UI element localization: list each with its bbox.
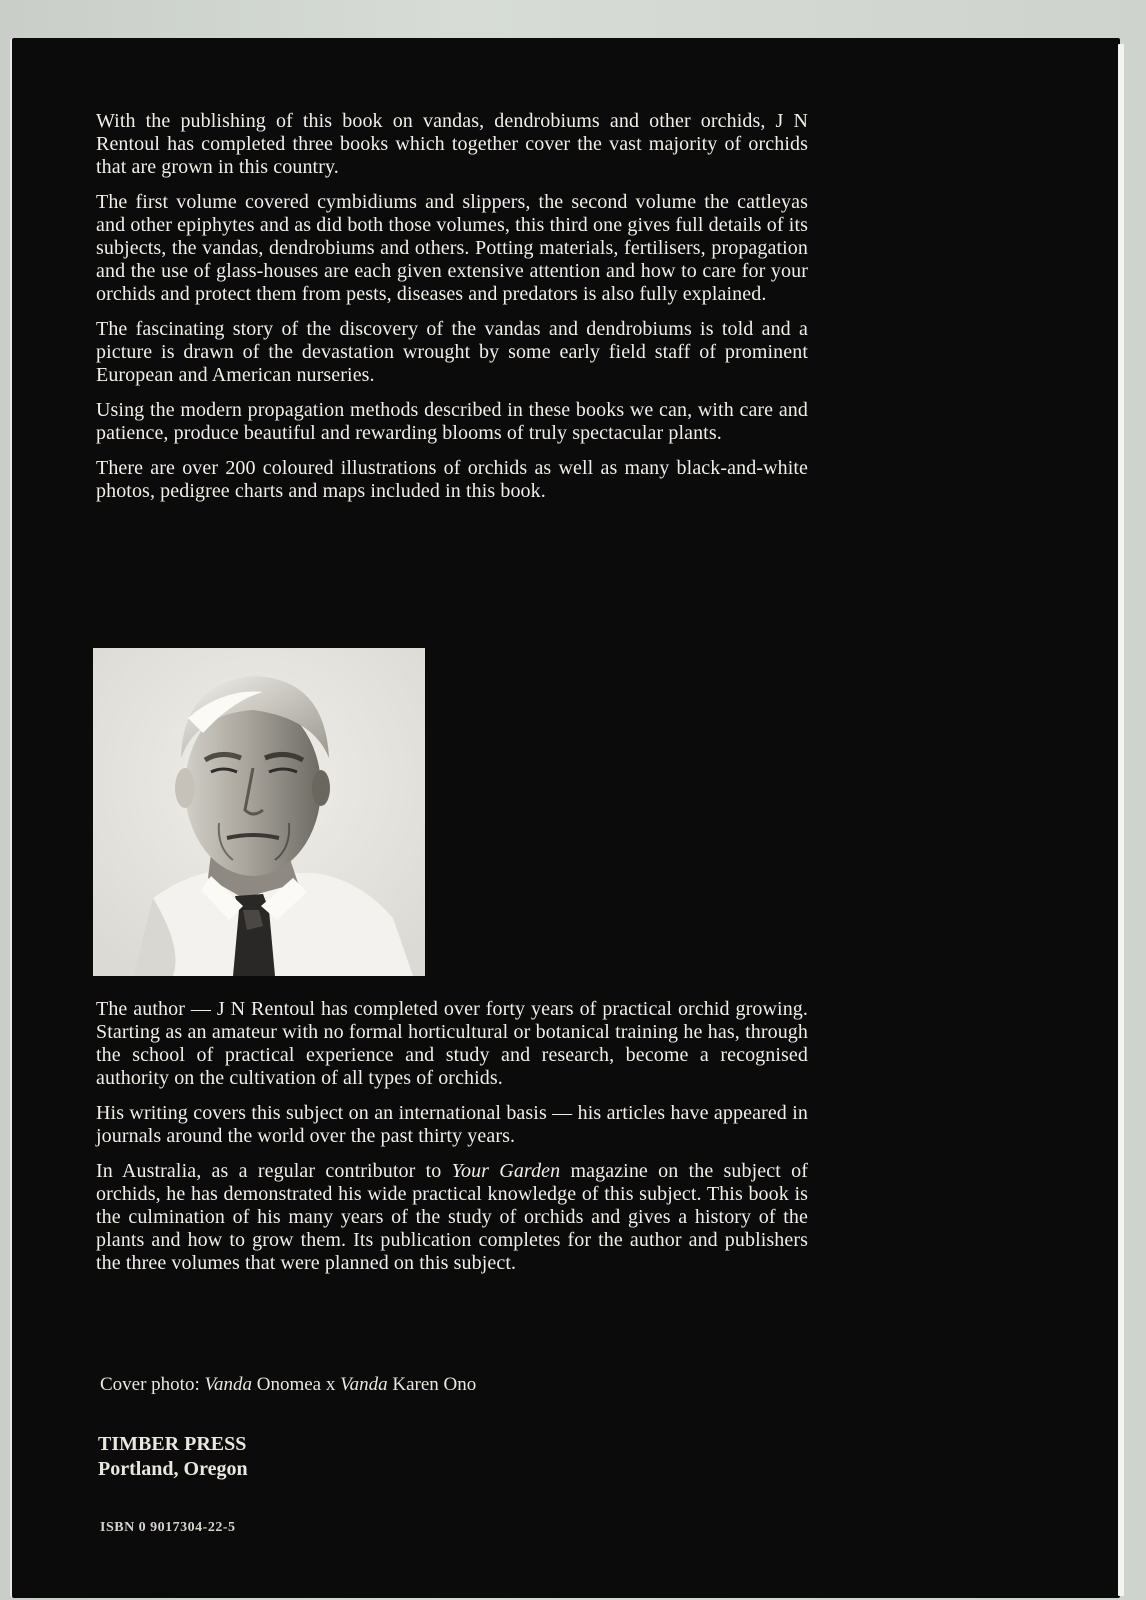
author-paragraph-1: The author — J N Rentoul has completed over forty years of practical orchid growing. Starting as an amateur with no formal horticultural or botanical training he has, through the school of practical experience and study and research, become a recognised authority on the cultivation of all types of orchids. (96, 998, 808, 1089)
cover-photo-genus-1: Vanda (204, 1374, 252, 1395)
publisher-block (98, 1432, 248, 1482)
intro-paragraph-3: The fascinating story of the discovery of the vandas and dendrobiums is told and a picture is drawn of the devastation wrought by some early field staff of prominent European and American nurseries. (96, 318, 808, 386)
cover-photo-name-1: Onomea x (252, 1374, 341, 1395)
author-portrait-photo (93, 648, 425, 976)
magazine-title: Your Garden (451, 1160, 561, 1182)
author-paragraph-3 (96, 1160, 808, 1275)
intro-paragraph-5: There are over 200 coloured illustrations of orchids as well as many black-and-white photos, pedigree charts and maps included in this book. (96, 457, 808, 502)
publisher-name: TIMBER PRESS (98, 1433, 247, 1455)
intro-paragraph-2: The first volume covered cymbidiums and slippers, the second volume the cattleyas and other epiphytes and as did both those volumes, this third one gives full details of its subjects, the vandas, dendrobiums and others. Potting materials, fertilisers, propagation and the use of glass-houses are each given extensive attention and how to care for your orchids and protect them from pests, diseases and predators is also fully explained. (96, 191, 808, 305)
author-paragraph-3-end: magazine on the subject of orchids, he has demonstrated his wide practical knowledge of this subject. This book is the culmination of his many years of the study of orchids and gives a history of the plants and how to grow them. Its publication completes for the author and publishers the three volumes that were planned on this subject. (96, 1160, 808, 1274)
cover-photo-caption (100, 1374, 476, 1396)
publisher-location: Portland, Oregon (98, 1458, 248, 1480)
intro-paragraph-1: With the publishing of this book on vandas, dendrobiums and other orchids, J N Rentoul has completed three books which together cover the vast majority of orchids that are grown in this country. (96, 110, 808, 178)
author-paragraph-2: His writing covers this subject on an international basis — his articles have appeared in journals around the world over the past thirty years. (96, 1102, 808, 1147)
author-paragraph-3-start: In Australia, as a regular contributor to (96, 1160, 452, 1182)
intro-paragraph-4: Using the modern propagation methods described in these books we can, with care and patience, produce beautiful and rewarding blooms of truly spectacular plants. (96, 399, 808, 444)
blurb-intro (96, 110, 808, 515)
cover-photo-name-2: Karen Ono (387, 1374, 477, 1395)
blurb-author (96, 998, 808, 1287)
cover-photo-label: Cover photo: (100, 1374, 205, 1395)
cover-page-edge (1118, 44, 1124, 1596)
isbn-number: ISBN 0 9017304-22-5 (100, 1520, 236, 1535)
cover-photo-genus-2: Vanda (340, 1374, 388, 1395)
